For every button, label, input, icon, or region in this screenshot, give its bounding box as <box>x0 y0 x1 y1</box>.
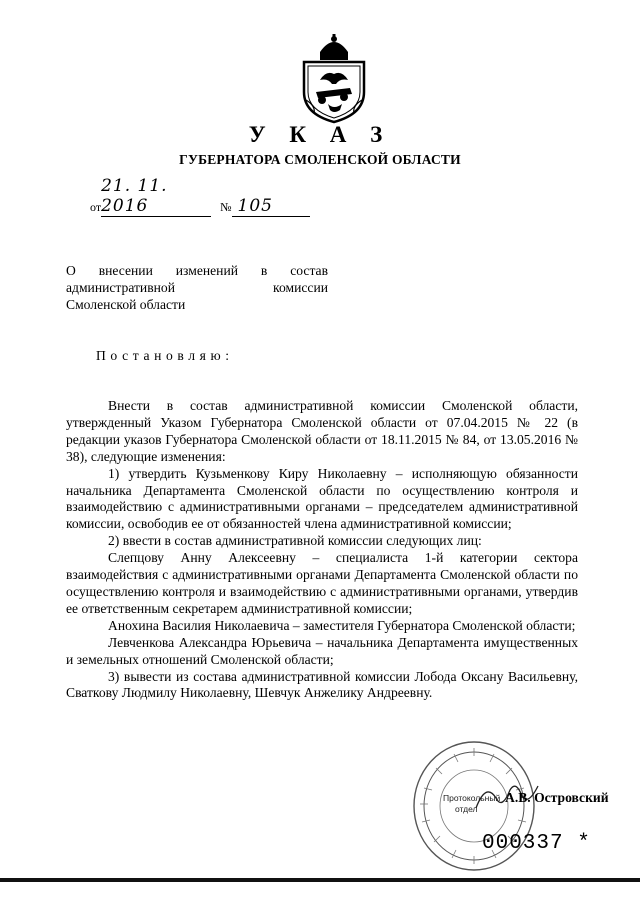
subject-line: административной комиссии <box>66 280 328 295</box>
bottom-border <box>0 878 640 882</box>
coat-of-arms-emblem <box>296 34 372 124</box>
body-paragraph: 1) утвердить Кузьменкову Киру Николаевну – исполняющую обязанности начальника Департамента Смоленской области по осуществлению контроля и взаимодействию с административными органами – председателем административной комиссии, освободив ее от обязанностей члена административной комиссии; <box>66 465 578 532</box>
date-value: 21. 11. 2016 <box>101 176 211 217</box>
body-paragraph: Внести в состав административной комиссии Смоленской области, утвержденный Указом Губернатора Смоленской области от 07.04.2015 № 22 (в редакции указов Губернатора Смоленской области от 18.11.2015 № 84, от 13.05.2016 № 38), следующие изменения: <box>66 398 578 464</box>
decree-heading: Постановляю: <box>96 348 234 363</box>
subject-line: Смоленской области <box>66 297 186 312</box>
signatory-name: А.В. Островский <box>505 790 609 805</box>
number-value: 105 <box>232 196 310 217</box>
subject-block <box>66 262 328 313</box>
date-prefix: от <box>90 200 102 214</box>
document-title: У К А З <box>248 122 392 147</box>
number-prefix: № <box>220 200 232 214</box>
body-paragraph: Левченкова Александра Юрьевича – начальника Департамента имущественных и земельных отношений Смоленской области; <box>66 634 578 667</box>
document-subtitle: ГУБЕРНАТОРА СМОЛЕНСКОЙ ОБЛАСТИ <box>179 152 461 167</box>
body-paragraph: 2) ввести в состав административной комиссии следующих лиц: <box>108 533 482 549</box>
body-paragraph: Анохина Василия Николаевича – заместителя Губернатора Смоленской области; <box>108 617 576 633</box>
stamp-line: отдел <box>455 804 478 814</box>
date-number-line <box>90 176 310 217</box>
document-body <box>66 398 578 702</box>
subject-line: О внесении изменений в состав <box>66 263 328 278</box>
stamp-line: Протокольный <box>443 793 501 803</box>
body-paragraph: 3) вывести из состава административной комиссии Лобода Оксану Васильевну, Сваткову Людмилу Николаевну, Шевчук Анжелику Андреевну. <box>66 668 578 701</box>
body-paragraph: Слепцову Анну Алексеевну – специалиста 1-й категории сектора взаимодействия с административными органами Департамента Смоленской области по осуществлению контроля и взаимодействию с административными органами, утвердив ее ответственным секретарем административной комиссии; <box>66 550 578 616</box>
registration-number: 000337 * <box>482 832 591 855</box>
